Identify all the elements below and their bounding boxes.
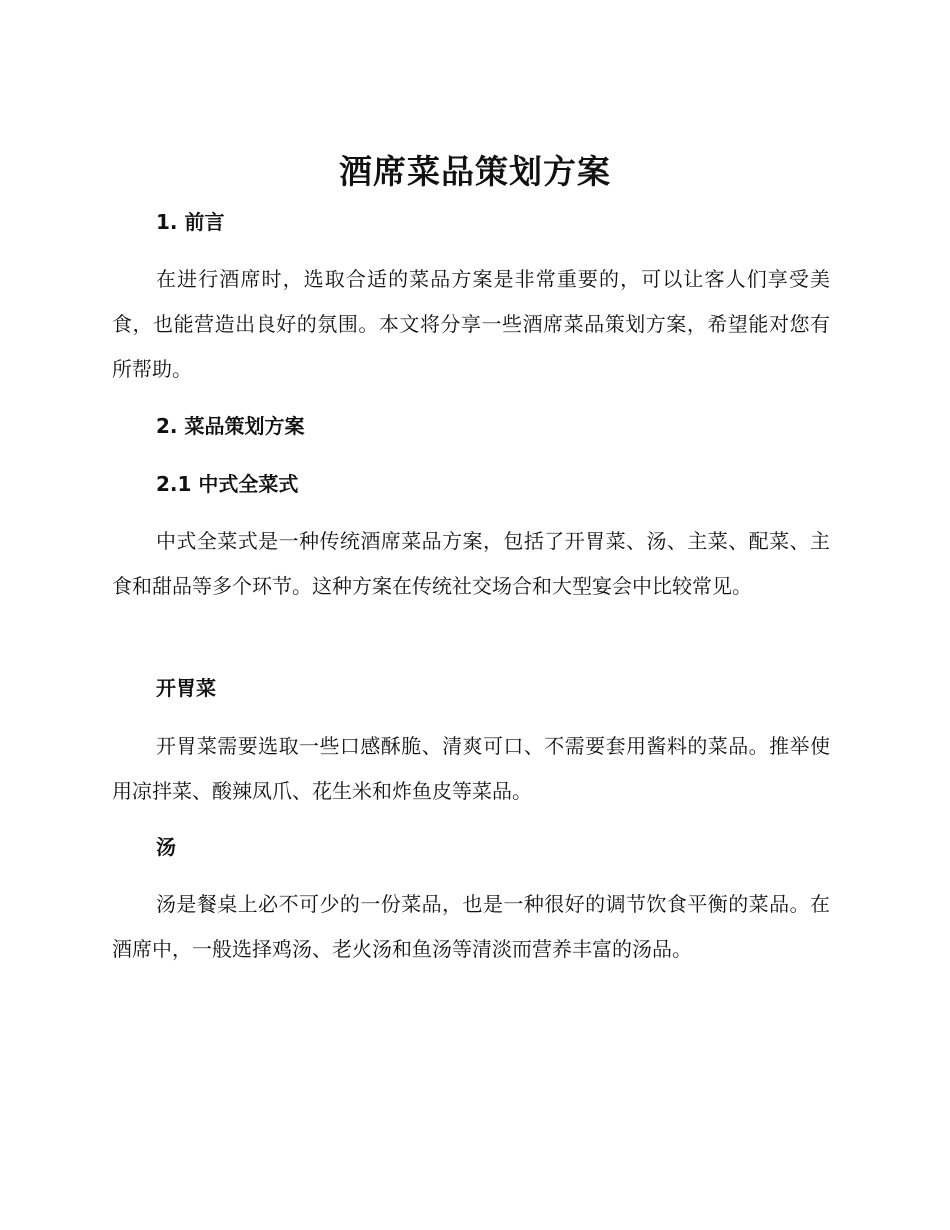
section-heading-menu-plan: 2. 菜品策划方案 <box>156 414 305 438</box>
subsection-heading-chinese-full-course: 2.1 中式全菜式 <box>156 472 299 496</box>
document-title: 酒席菜品策划方案 <box>339 152 611 191</box>
heading-soup: 汤 <box>156 835 176 859</box>
paragraph-appetizer: 开胃菜需要选取一些口感酥脆、清爽可口、不需要套用酱料的菜品。推举使用凉拌菜、酸辣凤爪、花生米和炸鱼皮等菜品。 <box>112 734 830 803</box>
paragraph-soup: 汤是餐桌上必不可少的一份菜品，也是一种很好的调节饮食平衡的菜品。在酒席中，一般选择鸡汤、老火汤和鱼汤等清淡而营养丰富的汤品。 <box>112 892 830 961</box>
paragraph-chinese-full-course: 中式全菜式是一种传统酒席菜品方案，包括了开胃菜、汤、主菜、配菜、主食和甜品等多个环节。这种方案在传统社交场合和大型宴会中比较常见。 <box>112 529 830 598</box>
heading-appetizer: 开胃菜 <box>156 676 216 700</box>
paragraph-preface: 在进行酒席时，选取合适的菜品方案是非常重要的，可以让客人们享受美食，也能营造出良好的氛围。本文将分享一些酒席菜品策划方案，希望能对您有所帮助。 <box>112 267 830 381</box>
section-heading-preface: 1. 前言 <box>156 210 225 234</box>
